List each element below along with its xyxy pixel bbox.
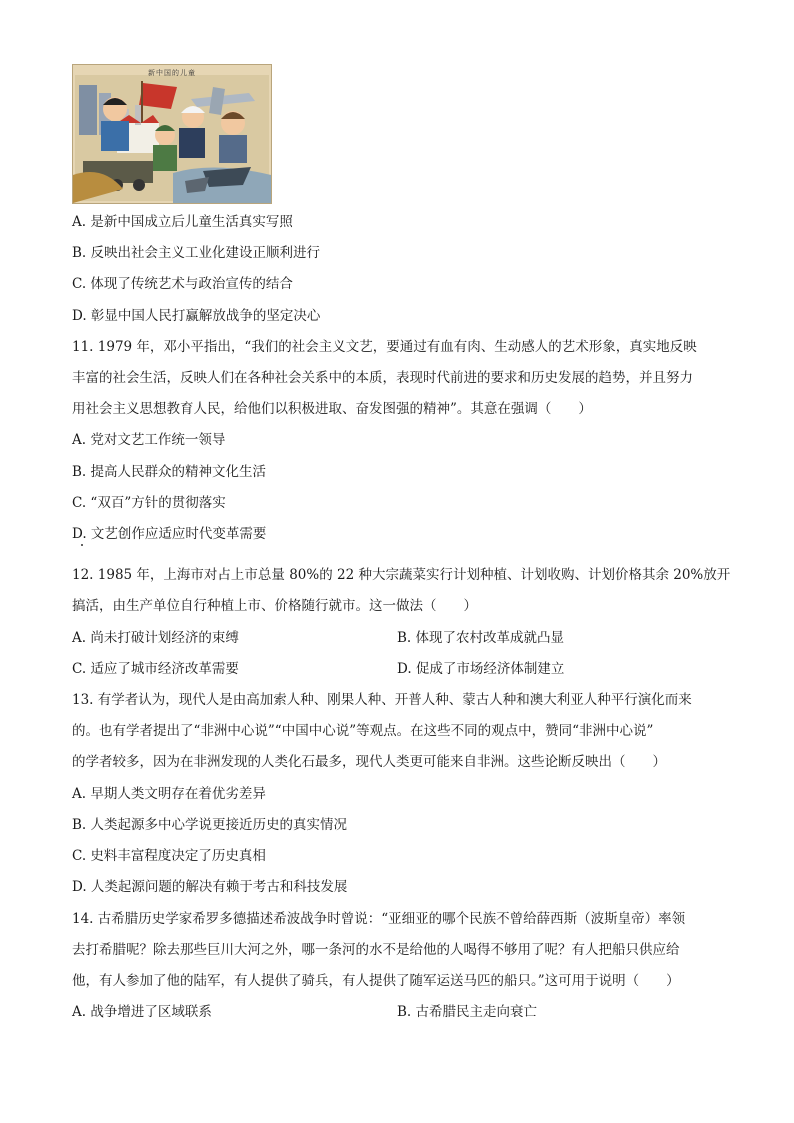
q12-option-c: C. 适应了城市经济改革需要 [72,661,239,677]
poster-caption: 新中国的儿童 [148,69,196,77]
q13-option-a: A. 早期人类文明存在着优劣差异 [72,786,266,802]
q11-option-d: D. 文艺创作应适应时代变革需要 [72,526,267,542]
q14-stem-line-3: 他，有人参加了他的陆军，有人提供了骑兵，有人提供了随军运送马匹的船只。”这可用于说明（ ） [72,973,680,989]
q10-option-a: A. 是新中国成立后儿童生活真实写照 [72,214,293,230]
q10-option-b: B. 反映出社会主义工业化建设正顺利进行 [72,245,321,261]
q12-option-a: A. 尚未打破计划经济的束缚 [72,630,239,646]
q13-stem-line-2: 的。也有学者提出了“非洲中心说”“中国中心说”等观点。在这些不同的观点中，赞同“非洲中心说” [72,723,654,739]
q13-stem-line-1: 13. 有学者认为，现代人是由高加索人种、刚果人种、开普人种、蒙古人种和澳大利亚人种平行演化而来 [72,692,692,708]
q13-stem-line-3: 的学者较多，因为在非洲发现的人类化石最多，现代人类更可能来自非洲。这些论断反映出（ ） [72,754,666,770]
q12-stem-line-2: 搞活，由生产单位自行种植上市、价格随行就市。这一做法（ ） [72,598,477,614]
q11-stem-line-1: 11. 1979 年，邓小平指出，“我们的社会主义文艺，要通过有血有肉、生动感人的艺术形象，真实地反映 [72,339,697,355]
q13-option-b: B. 人类起源多中心学说更接近历史的真实情况 [72,817,348,833]
q14-stem-line-2: 去打希腊呢？除去那些巨川大河之外，哪一条河的水不是给他的人喝得不够用了呢？有人把船只供应给 [72,942,680,958]
q12-option-d: D. 促成了市场经济体制建立 [397,661,565,677]
q11-stem-line-2: 丰富的社会生活，反映人们在各种社会关系中的本质，表现时代前进的要求和历史发展的趋势，并且努力 [72,370,693,386]
q11-option-a: A. 党对文艺工作统一领导 [72,432,226,448]
q14-stem-line-1: 14. 古希腊历史学家希罗多德描述希波战争时曾说：“亚细亚的哪个民族不曾给薛西斯（波斯皇帝）率领 [72,911,686,927]
q11-option-b: B. 提高人民群众的精神文化生活 [72,464,267,480]
q10-option-d: D. 彰显中国人民打赢解放战争的坚定决心 [72,308,321,324]
propaganda-poster-image [72,64,272,204]
q11-stem-line-3: 用社会主义思想教育人民，给他们以积极进取、奋发图强的精神”。其意在强调（ ） [72,401,592,417]
q12-option-b: B. 体现了农村改革成就凸显 [397,630,565,646]
q14-option-a: A. 战争增进了区域联系 [72,1004,212,1020]
q11-option-c: C. “双百”方针的贯彻落实 [72,495,226,511]
q10-option-c: C. 体现了传统艺术与政治宣传的结合 [72,276,293,292]
q13-option-d: D. 人类起源问题的解决有赖于考古和科技发展 [72,879,348,895]
poster-illustration [73,65,271,203]
q12-stem-line-1: 12. 1985 年，上海市对占上市总量 80%的 22 种大宗蔬菜实行计划种植、计划收购、计划价格其余 20%放开 [72,567,731,583]
q14-option-b: B. 古希腊民主走向衰亡 [397,1004,538,1020]
q13-option-c: C. 史料丰富程度决定了历史真相 [72,848,266,864]
stray-mark [81,544,83,546]
